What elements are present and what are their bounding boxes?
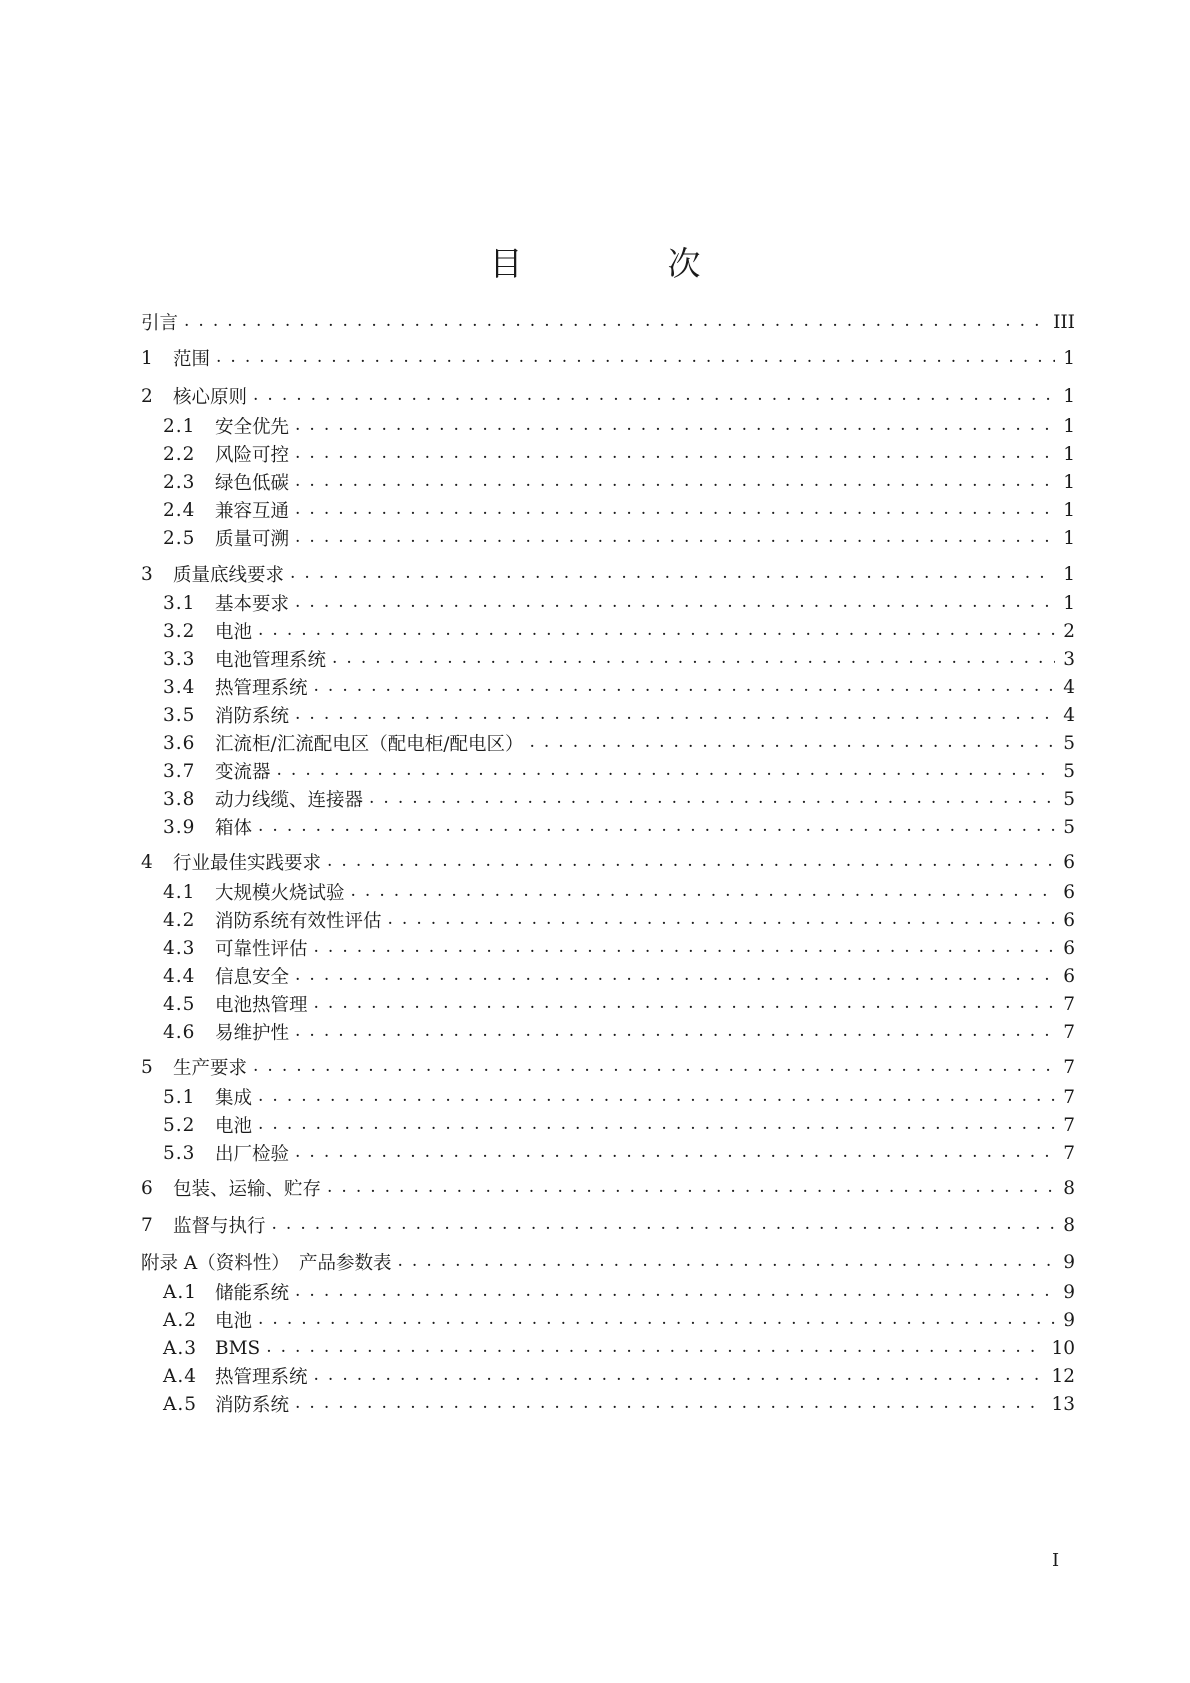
toc-entry[interactable] — [163, 524, 1075, 552]
toc-entry[interactable] — [163, 729, 1075, 757]
toc-entry-page: 7 — [1063, 1056, 1075, 1078]
toc-entry[interactable] — [163, 1362, 1075, 1390]
dot-leader — [253, 382, 1055, 410]
toc-entry[interactable] — [163, 785, 1075, 813]
toc-entry-page: 1 — [1063, 415, 1075, 437]
toc-entry-number: 1 — [141, 347, 153, 369]
toc-entry[interactable] — [163, 1334, 1075, 1362]
toc-entry-label: BMS — [215, 1337, 261, 1359]
toc-entry-number: 3.4 — [163, 676, 196, 698]
dot-leader — [266, 1334, 1045, 1362]
toc-entry[interactable] — [163, 878, 1075, 906]
dot-leader — [295, 701, 1055, 729]
toc-entry-number: 6 — [141, 1177, 153, 1199]
toc-entry-page: 4 — [1063, 704, 1075, 726]
toc-entry[interactable] — [141, 382, 1075, 410]
toc-entry-label: 消防系统 — [215, 1395, 290, 1416]
toc-entry-page: 7 — [1063, 1142, 1075, 1164]
dot-leader — [295, 1139, 1055, 1167]
dot-leader — [295, 1018, 1055, 1046]
toc-entry-page: III — [1053, 311, 1075, 333]
dot-leader — [314, 990, 1055, 1018]
toc-entry-page: 7 — [1063, 1086, 1075, 1108]
toc-entry-label: 信息安全 — [215, 967, 290, 988]
toc-entry-page: 9 — [1063, 1309, 1075, 1331]
toc-entry-page: 7 — [1063, 1114, 1075, 1136]
dot-leader — [184, 308, 1047, 336]
toc-entry[interactable] — [163, 1306, 1075, 1334]
dot-leader — [529, 729, 1055, 757]
toc-entry[interactable] — [163, 701, 1075, 729]
toc-entry-label: 核心原则 — [173, 387, 248, 408]
toc-entry-number: 4.4 — [163, 965, 196, 987]
dot-leader — [388, 906, 1055, 934]
dot-leader — [332, 645, 1055, 673]
dot-leader — [327, 848, 1055, 876]
dot-leader — [295, 496, 1055, 524]
dot-leader — [398, 1248, 1056, 1276]
toc-entry-page: 7 — [1063, 993, 1075, 1015]
toc-entry-label: 电池管理系统 — [215, 650, 327, 671]
toc-entry-number: A.2 — [163, 1309, 198, 1331]
toc-entry[interactable] — [163, 906, 1075, 934]
toc-entry-label: 绿色低碳 — [215, 473, 290, 494]
toc-entry-number: 5.2 — [163, 1114, 196, 1136]
dot-leader — [258, 1111, 1055, 1139]
page-number: I — [1052, 1550, 1060, 1571]
toc-entry-label: 风险可控 — [215, 445, 290, 466]
toc-entry-number: A.1 — [163, 1281, 198, 1303]
toc-entry[interactable] — [163, 412, 1075, 440]
toc-entry-number: 2.3 — [163, 471, 196, 493]
toc-entry[interactable] — [163, 962, 1075, 990]
toc-entry[interactable] — [163, 468, 1075, 496]
toc-entry-number: 4.3 — [163, 937, 196, 959]
toc-entry-label: 汇流柜/汇流配电区（配电柜/配电区） — [215, 734, 524, 755]
toc-entry-label: 生产要求 — [173, 1058, 248, 1079]
toc-entry-page: 3 — [1063, 648, 1075, 670]
toc-entry[interactable] — [141, 1211, 1075, 1239]
toc-entry-page: 1 — [1063, 385, 1075, 407]
toc-entry-label: 电池 — [215, 622, 253, 643]
toc-entry-number: 4.1 — [163, 881, 196, 903]
toc-entry-label: 兼容互通 — [215, 501, 290, 522]
toc-entry[interactable] — [163, 1278, 1075, 1306]
toc-entry-number: 5.3 — [163, 1142, 196, 1164]
toc-entry-label: 储能系统 — [215, 1283, 290, 1304]
toc-entry-label: 安全优先 — [215, 417, 290, 438]
toc-entry-label: 质量底线要求 — [173, 565, 285, 586]
toc-entry-label: 热管理系统 — [215, 1367, 308, 1388]
toc-entry[interactable] — [163, 1139, 1075, 1167]
toc-entry-page: 12 — [1051, 1365, 1075, 1387]
toc-entry[interactable] — [163, 440, 1075, 468]
toc-entry[interactable] — [141, 308, 1075, 336]
toc-entry[interactable] — [163, 1018, 1075, 1046]
toc-entry-page: 6 — [1063, 937, 1075, 959]
toc-entry-number: 3 — [141, 563, 153, 585]
dot-leader — [295, 1278, 1055, 1306]
toc-entry-page: 6 — [1063, 909, 1075, 931]
toc-entry[interactable] — [163, 673, 1075, 701]
toc-entry-page: 2 — [1063, 620, 1075, 642]
dot-leader — [258, 813, 1055, 841]
toc-entry-number: 2.1 — [163, 415, 196, 437]
toc-entry-number: 3.7 — [163, 760, 196, 782]
toc-entry-page: 9 — [1063, 1251, 1075, 1273]
toc-entry[interactable] — [163, 496, 1075, 524]
toc-entry-number: A.4 — [163, 1365, 198, 1387]
toc-entry[interactable] — [163, 934, 1075, 962]
toc-entry-page: 5 — [1063, 732, 1075, 754]
dot-leader — [295, 1390, 1045, 1418]
toc-entry[interactable] — [141, 1053, 1075, 1081]
toc-entry-label: 包装、运输、贮存 — [173, 1179, 322, 1200]
dot-leader — [290, 560, 1055, 588]
toc-entry-label: 范围 — [173, 349, 211, 370]
toc-entry[interactable] — [163, 1083, 1075, 1111]
toc-entry-page: 13 — [1051, 1393, 1075, 1415]
toc-entry[interactable] — [141, 1248, 1075, 1276]
dot-leader — [295, 962, 1055, 990]
toc-entry-label: 大规模火烧试验 — [215, 883, 345, 904]
toc-entry-page: 1 — [1063, 471, 1075, 493]
toc-entry[interactable] — [163, 645, 1075, 673]
toc-entry-page: 7 — [1063, 1021, 1075, 1043]
toc-entry-page: 5 — [1063, 816, 1075, 838]
toc-entry-label: 基本要求 — [215, 594, 290, 615]
dot-leader — [258, 1083, 1055, 1111]
toc-entry-label: 动力线缆、连接器 — [215, 790, 364, 811]
toc-entry[interactable] — [163, 813, 1075, 841]
toc-entry-page: 8 — [1063, 1214, 1075, 1236]
toc-entry[interactable] — [163, 1390, 1075, 1418]
toc-entry[interactable] — [163, 589, 1075, 617]
toc-entry-page: 10 — [1051, 1337, 1075, 1359]
toc-entry-label: 热管理系统 — [215, 678, 308, 699]
toc-entry[interactable] — [163, 617, 1075, 645]
toc-entry-page: 1 — [1063, 563, 1075, 585]
dot-leader — [295, 589, 1055, 617]
toc-entry-number: 5.1 — [163, 1086, 196, 1108]
toc-entry-page: 1 — [1063, 443, 1075, 465]
toc-entry-label: 附录 A（资料性） 产品参数表 — [141, 1253, 392, 1274]
toc-entry-number: 2.2 — [163, 443, 196, 465]
toc-entry-number: 3.8 — [163, 788, 196, 810]
toc-entry-page: 9 — [1063, 1281, 1075, 1303]
toc-entry-page: 1 — [1063, 347, 1075, 369]
toc-entry-label: 可靠性评估 — [215, 939, 308, 960]
dot-leader — [295, 468, 1055, 496]
toc-entry-page: 6 — [1063, 851, 1075, 873]
toc-entry-number: 2.4 — [163, 499, 196, 521]
toc-entry-label: 电池 — [215, 1116, 253, 1137]
toc-entry-number: 5 — [141, 1056, 153, 1078]
toc-entry-number: 3.5 — [163, 704, 196, 726]
toc-entry-number: 3.2 — [163, 620, 196, 642]
toc-entry-page: 6 — [1063, 965, 1075, 987]
toc-entry-label: 出厂检验 — [215, 1144, 290, 1165]
dot-leader — [369, 785, 1055, 813]
toc-entry-page: 6 — [1063, 881, 1075, 903]
toc-entry-page: 5 — [1063, 788, 1075, 810]
toc-entry[interactable] — [141, 1174, 1075, 1202]
toc-entry-number: 7 — [141, 1214, 153, 1236]
toc-entry-number: 3.1 — [163, 592, 196, 614]
dot-leader — [277, 757, 1055, 785]
toc-entry[interactable] — [163, 757, 1075, 785]
dot-leader — [253, 1053, 1055, 1081]
toc-entry-number: 2.5 — [163, 527, 196, 549]
toc-entry-page: 1 — [1063, 499, 1075, 521]
toc-entry-page: 1 — [1063, 527, 1075, 549]
toc-entry-label: 消防系统有效性评估 — [215, 911, 382, 932]
toc-entry-page: 5 — [1063, 760, 1075, 782]
toc-entry-page: 4 — [1063, 676, 1075, 698]
toc-entry-page: 1 — [1063, 592, 1075, 614]
toc-entry-label: 变流器 — [215, 762, 271, 783]
toc-entry-number: 4 — [141, 851, 153, 873]
toc-entry[interactable] — [141, 848, 1075, 876]
toc-entry-number: A.5 — [163, 1393, 198, 1415]
dot-leader — [295, 440, 1055, 468]
dot-leader — [258, 617, 1055, 645]
toc-entry-label: 监督与执行 — [173, 1216, 266, 1237]
dot-leader — [272, 1211, 1055, 1239]
toc-entry-label: 质量可溯 — [215, 529, 290, 550]
dot-leader — [258, 1306, 1055, 1334]
toc-entry-label: 电池热管理 — [215, 995, 308, 1016]
dot-leader — [327, 1174, 1055, 1202]
dot-leader — [351, 878, 1055, 906]
dot-leader — [314, 934, 1055, 962]
toc-entry-number: 3.3 — [163, 648, 196, 670]
toc-entry-number: 3.6 — [163, 732, 196, 754]
toc-entry-label: 行业最佳实践要求 — [173, 853, 322, 874]
dot-leader — [314, 1362, 1046, 1390]
toc-entry-label: 箱体 — [215, 818, 253, 839]
toc-entry-page: 8 — [1063, 1177, 1075, 1199]
toc-entry-label: 易维护性 — [215, 1023, 290, 1044]
toc-entry-label: 集成 — [215, 1088, 253, 1109]
toc-entry-number: 3.9 — [163, 816, 196, 838]
toc-entry[interactable] — [141, 560, 1075, 588]
toc-entry[interactable] — [141, 344, 1075, 372]
page-title: 目 次 — [489, 244, 757, 283]
toc-entry-label: 电池 — [215, 1311, 253, 1332]
toc-entry-number: 4.5 — [163, 993, 196, 1015]
dot-leader — [295, 524, 1055, 552]
dot-leader — [295, 412, 1055, 440]
toc-entry[interactable] — [163, 990, 1075, 1018]
toc-entry-number: 2 — [141, 385, 153, 407]
toc-entry-label: 消防系统 — [215, 706, 290, 727]
toc-entry[interactable] — [163, 1111, 1075, 1139]
dot-leader — [314, 673, 1055, 701]
toc-entry-number: 4.2 — [163, 909, 196, 931]
toc-entry-number: A.3 — [163, 1337, 198, 1359]
toc-entry-number: 4.6 — [163, 1021, 196, 1043]
toc-entry-label: 引言 — [141, 313, 179, 334]
dot-leader — [216, 344, 1055, 372]
